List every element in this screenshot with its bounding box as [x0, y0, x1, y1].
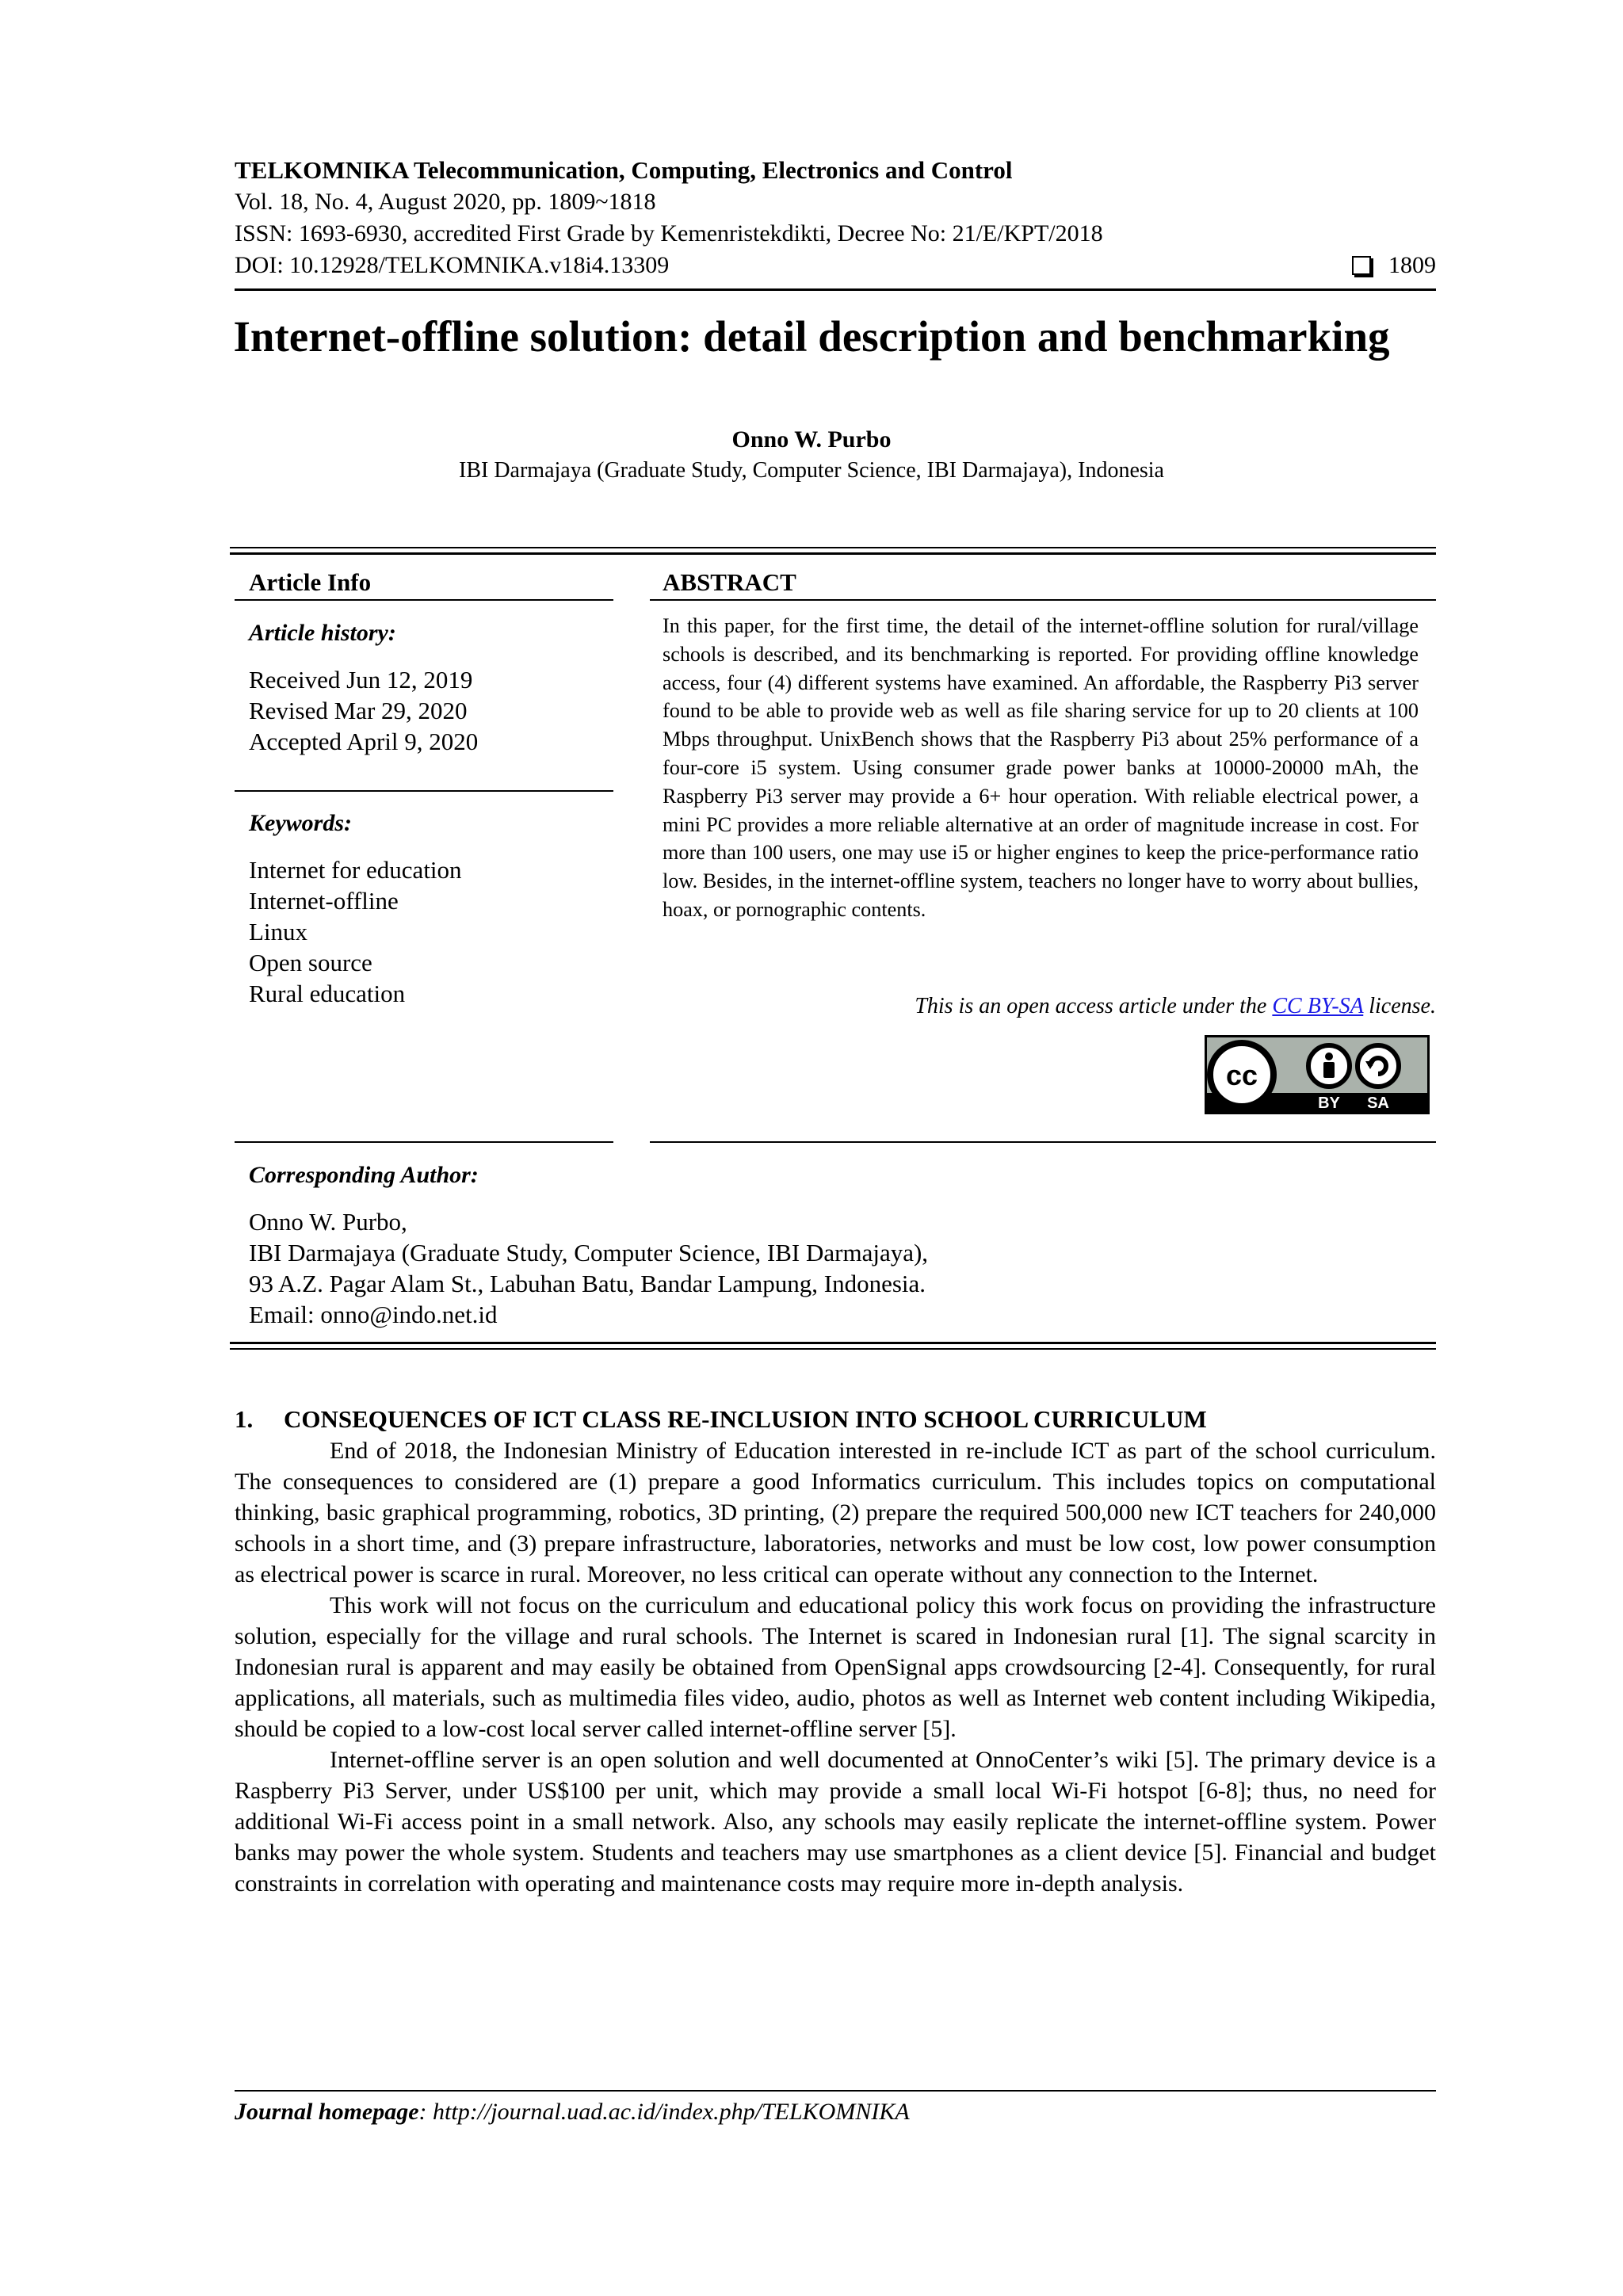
homepage-label: Journal homepage	[235, 2099, 419, 2125]
article-info-rule	[235, 599, 613, 601]
keyword-item: Rural education	[249, 980, 406, 1007]
body-paragraph: Internet-offline server is an open solution and well documented at OnnoCenter’s wiki [5]. The primary device is a Raspberry Pi3 Server, under US$100 per unit, which may provide a small local Wi-Fi hotspot [6-8]; thus, no need for additional Wi-Fi access point in a small network. Also, any schools may easily replicate the internet-offline system. Power banks may power the whole system. Students and teachers may use smartphones as a client device [5]. Financial and budget constraints in correlation with operating and maintenance costs may require more in-depth analysis.	[235, 1747, 1436, 1897]
license-link[interactable]: CC BY-SA	[1272, 994, 1364, 1018]
section-1-heading: 1. CONSEQUENCES OF ICT CLASS RE-INCLUSION INTO SCHOOL CURRICULUM	[235, 1405, 1207, 1433]
license-prefix: This is an open access article under the	[915, 994, 1273, 1018]
abstract-paragraph: In this paper, for the first time, the detail of the internet-offline solution for rural/village schools is described, and its benchmarking is reported. For providing offline knowledge access, four (4) different systems have examined. An affordable, the Raspberry Pi3 server found to be able to provide web as well as file sharing service for up to 20 clients at 100 Mbps throughput. UnixBench shows that the Raspberry Pi3 about 25% performance of a four-core i5 system. Using consumer grade power banks at 10000-20000 mAh, the Raspberry Pi3 server may provide a 6+ hour operation. With reliable electrical power, a mini PC provides a more reliable alternative at an order of magnitude increase in cost. For more than 100 users, one may use i5 or higher engines to keep the price-performance ratio low. Besides, in the internet-offline system, teachers no longer have to worry about bullies, hoax, or pornographic contents.	[663, 614, 1419, 921]
license-line	[915, 992, 1436, 1021]
sa-label: SA	[1367, 1095, 1389, 1112]
info-top-rule	[230, 547, 1436, 548]
header-rule	[235, 288, 1436, 291]
corresponding-heading: Corresponding Author:	[249, 1162, 479, 1188]
keyword-item: Internet-offline	[249, 887, 399, 915]
footer-rule	[235, 2090, 1436, 2092]
author-name: Onno W. Purbo	[731, 426, 892, 453]
author-affiliation: IBI Darmajaya (Graduate Study, Computer Science, IBI Darmajaya), Indonesia	[459, 458, 1164, 483]
corresponding-line: 93 A.Z. Pagar Alam St., Labuhan Batu, Bandar Lampung, Indonesia.	[249, 1270, 926, 1297]
corresponding-email: Email: onno@indo.net.id	[249, 1301, 498, 1328]
journal-homepage	[235, 2097, 910, 2127]
keyword-item: Open source	[249, 949, 372, 976]
square-bullet-icon	[1352, 256, 1371, 275]
abstract-bottom-rule	[650, 1141, 1436, 1143]
by-label: BY	[1318, 1095, 1340, 1112]
info-bottom-rule	[230, 1342, 1436, 1344]
page-number-block	[1352, 250, 1436, 281]
corresponding-line: Onno W. Purbo,	[249, 1208, 407, 1236]
revised-date: Revised Mar 29, 2020	[249, 697, 468, 724]
paper-title: Internet-offline solution: detail description and benchmarking	[233, 312, 1390, 361]
homepage-url[interactable]: : http://journal.uad.ac.id/index.php/TELKOMNIKA	[418, 2099, 910, 2125]
accepted-date: Accepted April 9, 2020	[249, 728, 479, 755]
article-info-heading: Article Info	[249, 568, 372, 596]
received-date: Received Jun 12, 2019	[249, 666, 473, 693]
journal-doi: DOI: 10.12928/TELKOMNIKA.v18i4.13309	[235, 252, 670, 278]
abstract-heading: ABSTRACT	[663, 568, 796, 596]
info-top-rule-2	[230, 552, 1436, 555]
info-bottom-rule-2	[230, 1348, 1436, 1350]
abstract-rule	[650, 599, 1436, 601]
journal-issn: ISSN: 1693-6930, accredited First Grade by Kemenristekdikti, Decree No: 21/E/KPT/2018	[235, 220, 1103, 246]
abstract-text	[663, 612, 1419, 924]
section-1-body	[235, 1435, 1436, 1899]
cc-by-sa-badge-icon[interactable]	[1205, 1035, 1430, 1114]
keyword-item: Linux	[249, 918, 308, 946]
keywords-bottom-rule	[235, 1141, 613, 1143]
corresponding-line: IBI Darmajaya (Graduate Study, Computer Science, IBI Darmajaya),	[249, 1239, 929, 1266]
page-number: 1809	[1388, 252, 1436, 278]
keyword-item: Internet for education	[249, 856, 462, 884]
journal-name: TELKOMNIKA Telecommunication, Computing, Electronics and Control	[235, 156, 1013, 184]
history-rule	[235, 790, 613, 792]
license-suffix: license.	[1363, 994, 1436, 1018]
cc-badge-graphic	[1207, 1037, 1427, 1112]
body-paragraph: End of 2018, the Indonesian Ministry of Education interested in re-include ICT as part of the school curriculum. The consequences to considered are (1) prepare a good Informatics curriculum. This includes topics on computational thinking, basic graphical programming, robotics, 3D printing, (2) prepare the required 500,000 new ICT teachers for 240,000 schools in a short time, and (3) prepare infrastructure, laboratories, networks and must be low cost, low power consumption as electrical power is scarce in rural. Moreover, no less critical can operate without any connection to the Internet.	[235, 1438, 1436, 1587]
article-history-heading: Article history:	[249, 620, 396, 646]
cc-mark: cc	[1225, 1059, 1258, 1091]
journal-volume: Vol. 18, No. 4, August 2020, pp. 1809~1818	[235, 189, 656, 215]
keywords-heading: Keywords:	[249, 810, 352, 836]
body-paragraph: This work will not focus on the curriculum and educational policy this work focus on providing the infrastructure solution, especially for the village and rural schools. The Internet is scared in Indonesian rural [1]. The signal scarcity in Indonesian rural is apparent and may easily be obtained from OpenSignal apps crowdsourcing [2-4]. Consequently, for rural applications, all materials, such as multimedia files video, audio, photos as well as Internet web content including Wikipedia, should be copied to a low-cost local server called internet-offline server [5].	[235, 1592, 1436, 1742]
